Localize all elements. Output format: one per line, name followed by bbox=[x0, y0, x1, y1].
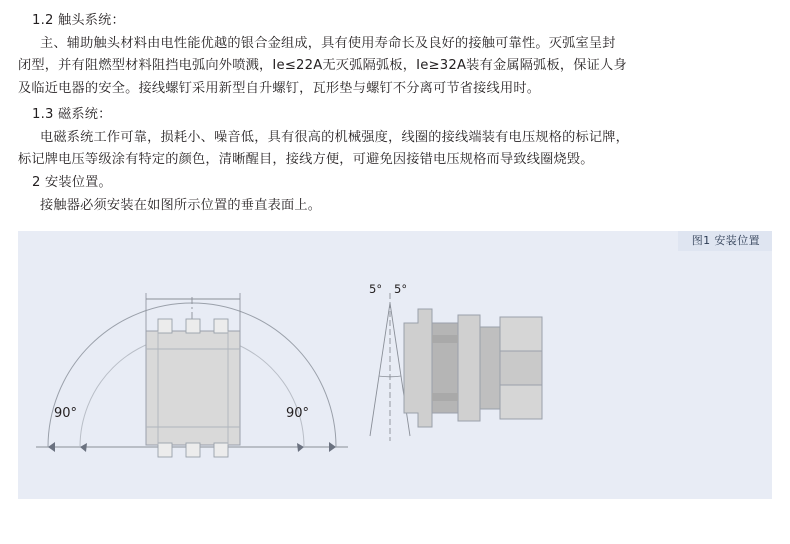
terminal-top-2 bbox=[186, 319, 200, 333]
terminal-top-3 bbox=[214, 319, 228, 333]
contactor-body bbox=[146, 331, 240, 445]
body-notch bbox=[432, 335, 458, 343]
terminal-block-top bbox=[500, 317, 542, 351]
body-section-3 bbox=[480, 327, 500, 409]
section-heading: 1.2 触头系统： bbox=[32, 13, 125, 28]
paragraph-line: 及临近电器的安全。接线螺钉采用新型自升螺钉，瓦形垫与螺钉不分离可节省接线用时。 bbox=[18, 81, 541, 97]
section-heading: 2 安装位置。 bbox=[32, 174, 112, 190]
angle-label-right: 90° bbox=[286, 406, 310, 422]
terminal-top-1 bbox=[158, 319, 172, 333]
figure-installation-position bbox=[18, 231, 772, 499]
arrow-left bbox=[48, 442, 55, 452]
body-section-2 bbox=[458, 315, 480, 421]
terminal-bottom-2 bbox=[186, 443, 200, 457]
figure-caption: 图1 安装位置 bbox=[678, 231, 772, 251]
arrow-inner-left bbox=[80, 443, 87, 452]
section-1-2 bbox=[18, 10, 772, 101]
mounting-flange bbox=[404, 309, 432, 427]
body-notch bbox=[432, 393, 458, 401]
terminal-bottom-1 bbox=[158, 443, 172, 457]
terminal-bottom-3 bbox=[214, 443, 228, 457]
tilt-line-left bbox=[370, 303, 390, 436]
angle-label-left: 90° bbox=[54, 406, 78, 422]
figure-drawing bbox=[18, 231, 772, 499]
section-heading: 1.3 磁系统： bbox=[32, 106, 112, 122]
left-diagram bbox=[36, 293, 348, 457]
paragraph-line: 闭型，并有阻燃型材料阻挡电弧向外喷溅，Ie≤22A无灭弧隔弧板，Ie≥32A装有金属隔弧板，保证人身 bbox=[18, 58, 627, 74]
right-diagram bbox=[369, 282, 542, 441]
arrow-inner-right bbox=[297, 443, 304, 452]
paragraph-line: 接触器必须安装在如图所示位置的垂直表面上。 bbox=[40, 197, 322, 213]
terminal-block-bottom bbox=[500, 385, 542, 419]
tilt-label-left: 5° bbox=[369, 282, 383, 297]
paragraph-line: 标记牌电压等级涂有特定的颜色，清晰醒目，接线方便，可避免因接错电压规格而导致线圈烧毁。 bbox=[18, 152, 594, 168]
paragraph-line: 电磁系统工作可靠，损耗小、噪音低，具有很高的机械强度，线圈的接线端装有电压规格的标记牌， bbox=[40, 129, 630, 145]
arrow-right bbox=[329, 442, 336, 452]
section-1-3 bbox=[18, 104, 772, 172]
paragraph-line: 主、辅助触头材料由电性能优越的银合金组成，具有使用寿命长及良好的接触可靠性。灭弧室呈封 bbox=[40, 35, 616, 51]
section-2 bbox=[18, 172, 772, 217]
terminal-block-middle bbox=[500, 351, 542, 385]
tilt-label-right: 5° bbox=[394, 282, 408, 297]
